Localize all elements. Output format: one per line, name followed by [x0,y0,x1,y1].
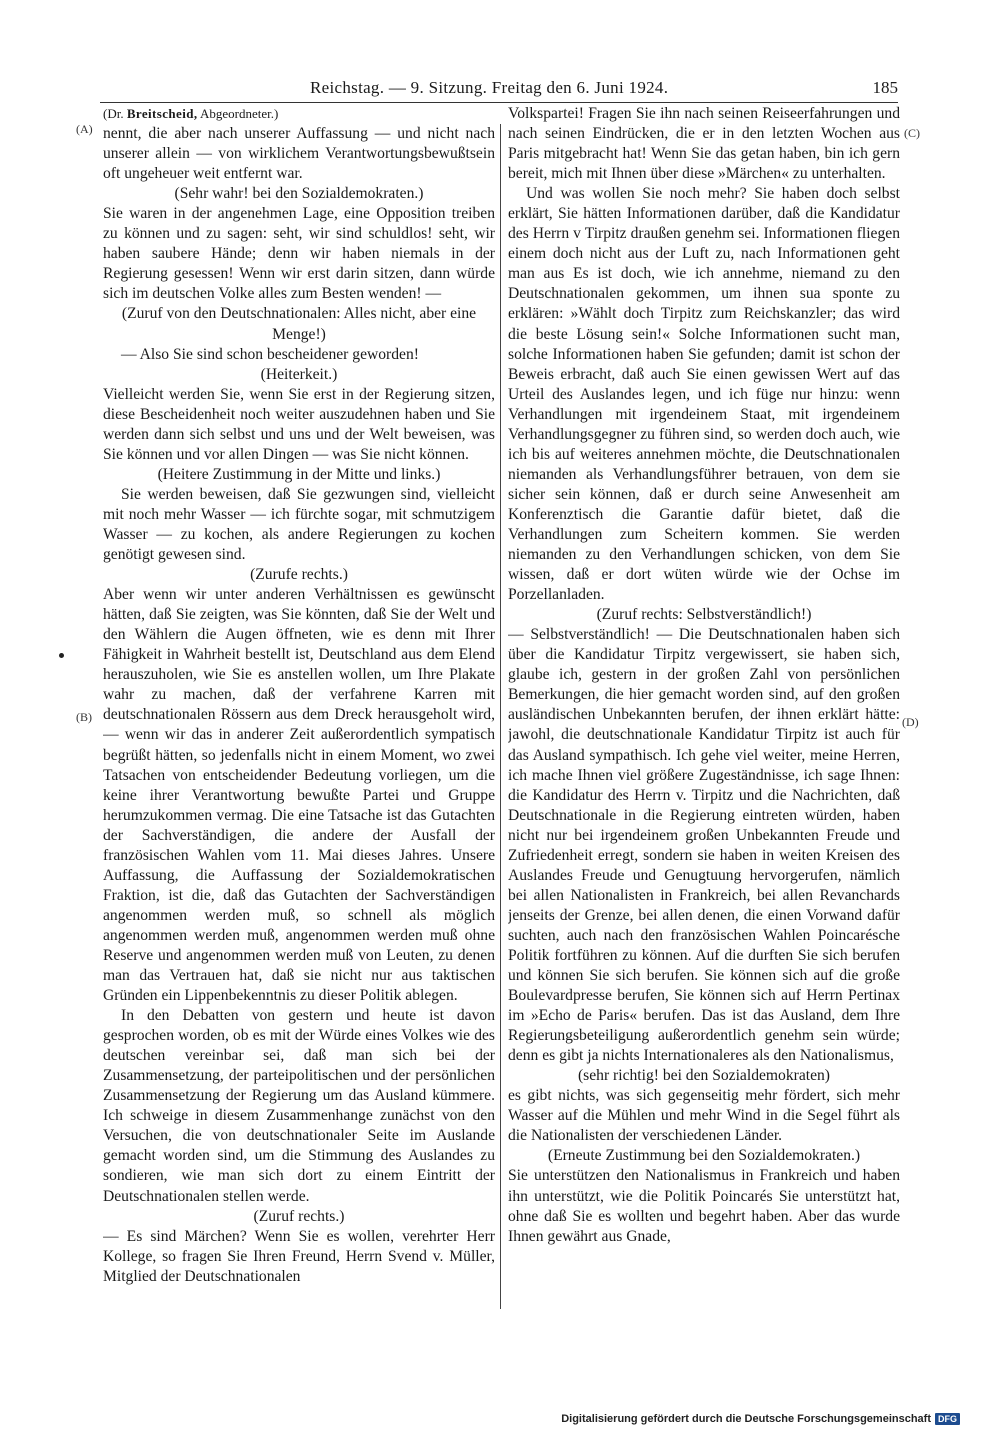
interjection: (Heiterkeit.) [260,365,338,383]
interjection: (Heitere Zustimmung in der Mitte und links.) [157,465,441,483]
paragraph: In den Debatten von gestern und heute ist davon gesprochen worden, ob es mit der Würde eines Volkes wie des deutschen vereinbar sei, daß man sich bei der Zusammensetzung, der parteipolitischen und der persönlichen Zusammensetzung der Regierung um das Ausland kümmere. Ich schweige in diesem Zusammenhange zunächst von den Versuchen, die von deutschnationaler Seite im Auslande gemacht worden sind, um die Stimmung des Auslandes zu sondieren, wie man sich dort zu einem Eintritt der Deutschnationalen stellen werde. [103,1007,495,1205]
paragraph: Sie waren in der angenehmen Lage, eine Opposition treiben zu können und zu sagen: seht, wir sind schuldlos! seht, wir haben saubere Hände; denn wir haben niemals in der Regierung gesessen! Wenn wir erst darin sitzen, dann würde sich im deutschen Volke alles zum Besten wenden! — [103,205,495,303]
paragraph: Vielleicht werden Sie, wenn Sie erst in der Regierung sitzen, diese Bescheidenheit noch weiter auszudehnen haben und Sie werden dann sich selbst und uns und der Welt beweisen, was Sie können und vor allen Dingen — was Sie nicht können. [103,385,495,463]
margin-mark-a: (A) [76,122,93,136]
interjection: (Erneute Zustimmung bei den Sozialdemokraten.) [547,1147,861,1165]
paragraph: Und was wollen Sie noch mehr? Sie haben doch selbst erklärt, Sie hätten Informationen darüber, daß die Kandidatur des Herrn v Tirpitz draußen genehm sei. Informationen fliegen einem doch nicht aus der Luft zu, nach Informationen geht man aus Es ist doch, wie ich annehme, niemand zu den Deutschnationalen gekommen, um ihnen sua sponte zu erklären: »Wählt doch Tirpitz zum Reichskanzler; das wird die beste Lösung sein!« Solche Informationen sucht man, solche Informationen haben Sie gefunden; damit ist schon der Beweis erbracht, daß auch Sie einen gewissen Wert auf das Urteil des Auslandes legen, und ich füge nur hinzu: wenn Verhandlungen mit irgendeinem Staat, mit irgendeinem Verhandlungsgegner zu führen sind, so werden doch auch, wie ich bis auf weiteres annehmen möchte, die Deutschnationalen niemanden als Verhandlungsführer betrauen, von dem sie sicher sein können, daß er durch seine Anwesenheit am Konferenztisch die Garantie dafür bietet, daß die Verhandlungen zum Scheitern kommen. Sie werden niemanden zu den Verhandlungen schicken, von dem Sie wissen, daß er dort wüten würde wie der Ochse im Porzellanladen. [508,185,900,604]
paragraph: Volkspartei! Fragen Sie ihn nach seinen Reiseerfahrungen und nach seinen Eindrücken, die er in den letzten Wochen aus Paris mitgebracht hat! Wenn Sie das getan haben, bin ich gern bereit, mich mit Ihnen über diese »Märchen« zu unterhalten. [508,105,900,183]
left-column [103,104,495,1309]
column-divider [500,124,501,1309]
paragraph: es gibt nichts, was sich gegenseitig mehr fördert, sich mehr Wasser auf die Mühlen und mehr Wind in die Segel führt als die Nationalisten der verschiedenen Länder. [508,1087,900,1145]
speaker-prefix: (Dr. [103,106,127,121]
interjection: (Zuruf rechts: Selbstverständlich!) [596,606,812,624]
digitization-footer [561,1413,960,1425]
margin-mark-d: (D) [902,715,919,729]
paragraph: Sie werden beweisen, daß Sie gezwungen sind, vielleicht mit noch mehr Wasser — ich fürchte sogar, mit schmutzigem Wasser — zu kochen, als andere Regierungen zu kochen genötigt gewesen sind. [103,485,495,564]
speaker-line [103,104,495,124]
dfg-logo-icon: DFG [935,1413,960,1425]
interjection: (Zuruf von den Deutschnationalen: Alles nicht, aber eine Menge!) [121,305,477,343]
speaker-name: Breitscheid, [126,106,198,121]
paragraph: — Es sind Märchen? Wenn Sie es wollen, verehrter Herr Kollege, so fragen Sie Ihren Freund, Herrn Svend v. Müller, Mitglied der Deutschnationalen [103,1227,495,1285]
margin-dot [59,653,64,658]
paragraph: nennt, die aber nach unserer Auffassung — und nicht nach unserer allein — von wirklichem Verantwortungsbewußtsein oft ungeheuer weit entfernt war. [103,125,495,183]
speaker-role: Abgeordneter.) [197,106,279,121]
margin-mark-c: (C) [904,126,920,140]
paragraph: — Also Sie sind schon bescheidener geworden! [121,345,419,363]
running-title: Reichstag. — 9. Sitzung. Freitag den 6. Juni 1924. [310,78,669,97]
paragraph: Sie unterstützen den Nationalismus in Frankreich und haben ihn unterstützt, wie die Politik Poincarés Sie unterstützt hat, ohne daß Sie es wollten und begehrt haben. Aber das wurde Ihnen gewährt aus Gnade, [508,1167,900,1245]
page-header [100,78,898,102]
right-column [508,104,900,1309]
footer-text: Digitalisierung gefördert durch die Deutsche Forschungsgemeinschaft [561,1413,931,1425]
margin-mark-b: (B) [76,710,92,724]
page-number: 185 [872,78,898,97]
paragraph: — Selbstverständlich! — Die Deutschnationalen haben sich über die Kandidatur Tirpitz vergewissert, sie haben sich, glaube ich, gestern in der großen Zahl von persönlichen Bemerkungen, die hier gemacht worden sind, auf den großen ausländischen Unbekannten berufen, der ihnen erklärt hätte: jawohl, die deutschnationale Kandidatur Tirpitz ist auch für das Ausland sympathisch. Ich gehe viel weiter, meine Herren, ich mache Ihnen viel größere Zugeständnisse, ich sage Ihnen: die Kandidatur des Herrn v. Tirpitz und die Nachrichten, daß Deutschnationale in die Regierung eintreten würden, haben nicht nur bei irgendeinem großen Unbekannten Freude und Zufriedenheit erregt, sondern sie haben in weiten Kreisen des Auslandes Freude und Genugtuung hervorgerufen, nämlich bei allen Nationalisten in Frankreich, bei allen Revanchards jenseits der Grenze, bei allen denen, die einen Vorwand dafür suchten, auch nach den französischen Wahlen Poincarésche Politik fortführen zu können. Auf die durften Sie sich berufen und können Sie sich berufen. Sie können sich auf die große Boulevardpresse berufen, Sie können sich auf Herrn Pertinax im »Echo de Paris« berufen. Das ist das Ausland, dem Ihre Regierungsbeteiligung außerordentlich genehm sein würde; denn es gibt ja nichts Internationaleres als den Nationalismus, [508,626,900,1065]
interjection: (Sehr wahr! bei den Sozialdemokraten.) [174,185,424,203]
interjection: (Zurufe rechts.) [250,566,348,584]
interjection: (Zuruf rechts.) [253,1207,345,1225]
interjection: (sehr richtig! bei den Sozialdemokraten) [577,1067,830,1085]
paragraph: Aber wenn wir unter anderen Verhältnissen es gewünscht hätten, daß Sie zeigten, was Sie könnten, daß Sie der Welt und den Wählern die Augen öffneten, wie es denn mit Ihrer Fähigkeit in Wahrheit bestellt ist, Deutschland aus dem Elend herauszuholen, wie Sie es anstellen wollen, um Ihre Plakate wahr zu machen, daß der verfahrene Karren mit deutschnationalen Rössern aus dem Dreck herausgeholt wird, — wenn wir das in anderer Zeit außerordentlich sympatisch begrüßt hätten, so jedenfalls nicht in einem Moment, wo zwei Tatsachen von entscheidender Bedeutung vorliegen, um die keine ihrer Verantwortung bewußte Partei und Gruppe herumzukommen vermag. Die eine Tatsache ist das Gutachten der Sachverständigen, die andere der Ausfall der französischen Wahlen vom 11. Mai dieses Jahres. Unsere Auffassung, die Auffassung der Sozialdemokratischen Fraktion, ist die, daß das Gutachten der Sachverständigen angenommen werden muß, so schnell als möglich angenommen werden muß, angenommen werden muß ohne Reserve und angenommen werden muß von Leuten, zu denen man das Vertrauen hat, daß sie nicht nur aus taktischen Gründen ein Lippenbekenntnis zu dieser Politik ablegen. [103,586,495,1005]
header-rule [100,102,898,103]
